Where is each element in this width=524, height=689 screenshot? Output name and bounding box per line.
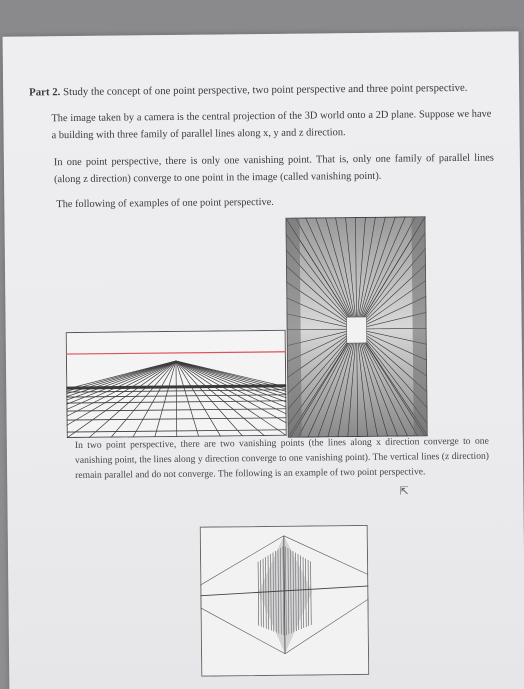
- part-label: Part 2.: [29, 86, 61, 99]
- paragraph-projection: The image taken by a camera is the central projection of the 3D world onto a 2D plane. Suppose we have a building with three family of parallel lines along x, y and z direction.: [51, 108, 492, 142]
- two-point-figure: [200, 525, 370, 677]
- part-heading: [29, 80, 499, 102]
- paragraph-one-point: In one point perspective, there is only one vanishing point. That is, only one family of parallel lines (along z direction) converge to one point in the image (called vanishing point).: [53, 152, 494, 186]
- document-page: [3, 31, 524, 689]
- hallway-photo-figure: [285, 216, 427, 437]
- one-point-grid-figure: [66, 330, 287, 438]
- mouse-pointer-icon: ⇱: [399, 484, 409, 498]
- paragraph-two-point: In two point perspective, there are two vanishing points (the lines along x direction converge to one vanishing point, the lines along y direction converge to one vanishing point). The vertical lines (z direction) remain parallel and do not converge. The following is an example of two point perspective.: [74, 435, 490, 481]
- part-title: Study the concept of one point perspective, two point perspective and three point perspective.: [62, 81, 468, 99]
- paragraph-examples-intro: The following of examples of one point perspective.: [56, 196, 274, 211]
